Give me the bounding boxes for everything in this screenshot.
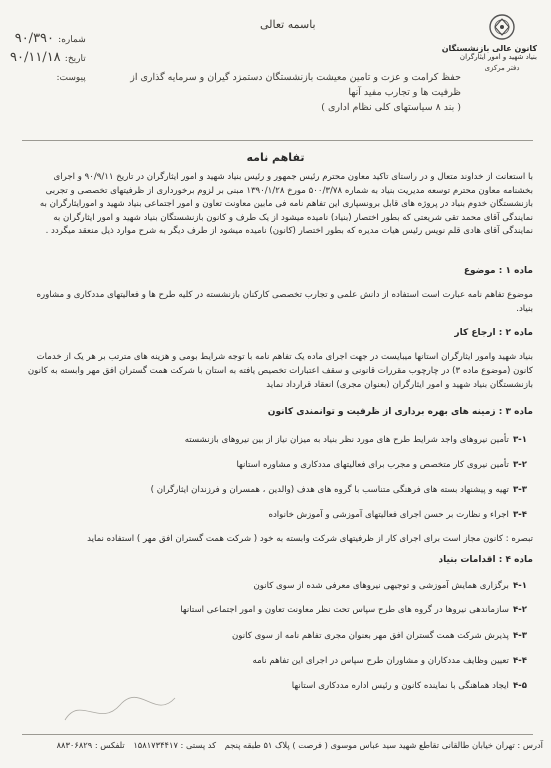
list-item — [30, 484, 527, 497]
item-text: سازماندهی نیروها در گروه های طرح سپاس تحت نظر معاونت تعاون و امور اجتماعی استانها — [180, 605, 509, 615]
attachment-label: پیوست: — [56, 73, 86, 83]
item-number: ۴-۳ — [512, 631, 527, 641]
number-label: شماره: — [58, 35, 86, 45]
emblem-icon — [485, 12, 519, 42]
footer-divider — [22, 734, 533, 735]
date-value: ۹۰/۱۱/۱۸ — [10, 50, 61, 65]
item-number: ۳-۳ — [512, 485, 527, 495]
footer — [8, 740, 543, 750]
intro-paragraph: با استعانت از خداوند متعال و در راستای تاکید معاون محترم رئیس جمهور و رئیس بنیاد شهید و امور ایثارگران در تاریخ ۹۰/۹/۱۱ و اجرای بخشنامه معاون محترم توسعه مدیریت بنیاد به شماره ۵۰۰/۳/۷۸ مورخ ۱۳۹۰/۱/۲۸ مبنی بر لزوم برخورداری از ظرفیتهای تخصصی و تجربی بازنشستگان خدوم بنیاد در پروژه های قابل برونسپاری این تفاهم نامه فی مابین معاونت تعاون و امور اجتماعی بنیاد شهید و امورایثارگران به نمایندگی آقای محمد تقی شریعتی که بطور اختصار (بنیاد) نامیده میشود از یک طرف و کانون بازنشستگان بنیاد شهید و امور ایثارگران به نمایندگی آقای هادی قلم نویس رئیس هیات مدیره که بطور اختصار (کانون) نامیده میشود از طرف دیگر به شرح موارد ذیل منعقد میگردد . — [39, 172, 533, 237]
item-text: تأمین نیروی کار متخصص و مجرب برای فعالیتهای مددکاری و مشاوره استانها — [236, 460, 509, 470]
footer-phone: تلفکس : ۸۸۳۰۶۸۲۹ — [56, 740, 125, 750]
item-text: تأمین نیروهای واجد شرایط طرح های مورد نظر بنیاد به میزان نیاز از بین نیروهای بازنشسته — [184, 435, 509, 445]
footer-address: آدرس : تهران خیابان طالقانی تقاطع شهید سید عباس موسوی ( فرصت ) پلاک ۵۱ طبقه پنجم — [224, 740, 543, 750]
list-item — [30, 434, 527, 447]
item-number: ۴-۱ — [512, 581, 527, 591]
letter-meta — [10, 30, 86, 87]
number-value: ۹۰/۳۹۰ — [14, 31, 55, 46]
article-3-title: ماده ۳ : زمینه های بهره برداری از ظرفیت و توانمندی کانون — [267, 407, 533, 417]
number-row — [10, 30, 86, 49]
item-text: ایجاد هماهنگی با نماینده کانون و رئیس اداره مددکاری استانها — [291, 681, 509, 691]
item-text: تهیه و پیشنهاد بسته های فرهنگی متناسب با گروه های هدف (والدین ، همسران و فرزندان ایثارگران ) — [150, 485, 509, 495]
reference-line-1: حفظ کرامت و عزت و تامین معیشت بازنشستگان دستمزد گیران و سرمایه گذاری از ظرفیت ها و تجارب مفید آنها — [130, 72, 461, 98]
signature-mark — [60, 690, 180, 730]
item-text: اجراء و نظارت بر حسن اجرای فعالیتهای آموزشی و آموزش خانواده — [268, 510, 509, 520]
date-label: تاریخ: — [64, 54, 86, 64]
item-number: ۳-۴ — [512, 510, 527, 520]
document-title: تفاهم نامه — [246, 151, 305, 164]
divider — [22, 140, 533, 141]
org-logo — [441, 12, 537, 72]
org-subname: بنیاد شهید و امور ایثارگران — [459, 53, 537, 61]
article-2-title: ماده ۲ : ارجاع کار — [454, 328, 533, 338]
list-item — [30, 630, 527, 643]
org-name: کانون عالی بازنشستگان — [441, 44, 537, 53]
list-item — [30, 580, 527, 593]
list-item — [30, 604, 527, 617]
item-number: ۴-۲ — [512, 605, 527, 615]
article-3-note: تبصره : کانون مجاز است برای اجرای کار از ظرفیتهای شرکت وابسته به خود ( شرکت همت گستران افق مهر ) استفاده نماید — [87, 534, 533, 544]
reference-line-2: ( بند ۸ سیاستهای کلی نظام اداری ) — [321, 102, 461, 113]
list-item — [30, 459, 527, 472]
org-office: دفتر مرکزی — [484, 64, 520, 72]
item-number: ۳-۲ — [512, 460, 527, 470]
item-number: ۴-۵ — [512, 681, 527, 691]
list-item — [30, 509, 527, 522]
item-text: تعیین وظایف مددکاران و مشاوران طرح سپاس در اجرای این تفاهم نامه — [252, 656, 509, 666]
list-item — [30, 655, 527, 668]
item-number: ۳-۱ — [512, 435, 527, 445]
item-number: ۴-۴ — [512, 656, 527, 666]
date-row — [10, 49, 86, 68]
item-text: پذیرش شرکت همت گستران افق مهر بعنوان مجری تفاهم نامه از سوی کانون — [231, 631, 509, 641]
item-text: برگزاری همایش آموزشی و توجیهی نیروهای معرفی شده از سوی کانون — [253, 581, 509, 591]
reference-text — [130, 70, 461, 115]
footer-postal-code: کد پستی : ۱۵۸۱۷۳۴۴۱۷ — [133, 740, 217, 750]
article-2-text: بنیاد شهید وامور ایثارگران استانها میبایست در جهت اجرای ماده یک تفاهم نامه با توجه شرایط بومی و هزینه های مترتب بر هر یک از خدمات کانون (موضوع ماده ۳) در چارچوب مقررات قانونی و سقف اعتبارات تخصیص یافته به استان با شرکت همت گستران افق مهر وابسته به کانون بازنشستگان بنیاد شهید و امور ایثارگران (بعنوان مجری) انعقاد قرارداد نماید — [27, 352, 533, 390]
article-1-text: موضوع تفاهم نامه عبارت است استفاده از دانش علمی و تجارب تخصصی کارکنان بازنشسته در کلیه طرح ها و فعالیتهای مددکاری و مشاوره بنیاد. — [36, 290, 533, 314]
article-4-title: ماده ۴ : اقدامات بنیاد — [438, 555, 533, 565]
top-title: باسمه تعالی — [260, 18, 316, 31]
article-1-title: ماده ۱ : موضوع — [463, 266, 533, 276]
attachment-row — [10, 68, 86, 87]
